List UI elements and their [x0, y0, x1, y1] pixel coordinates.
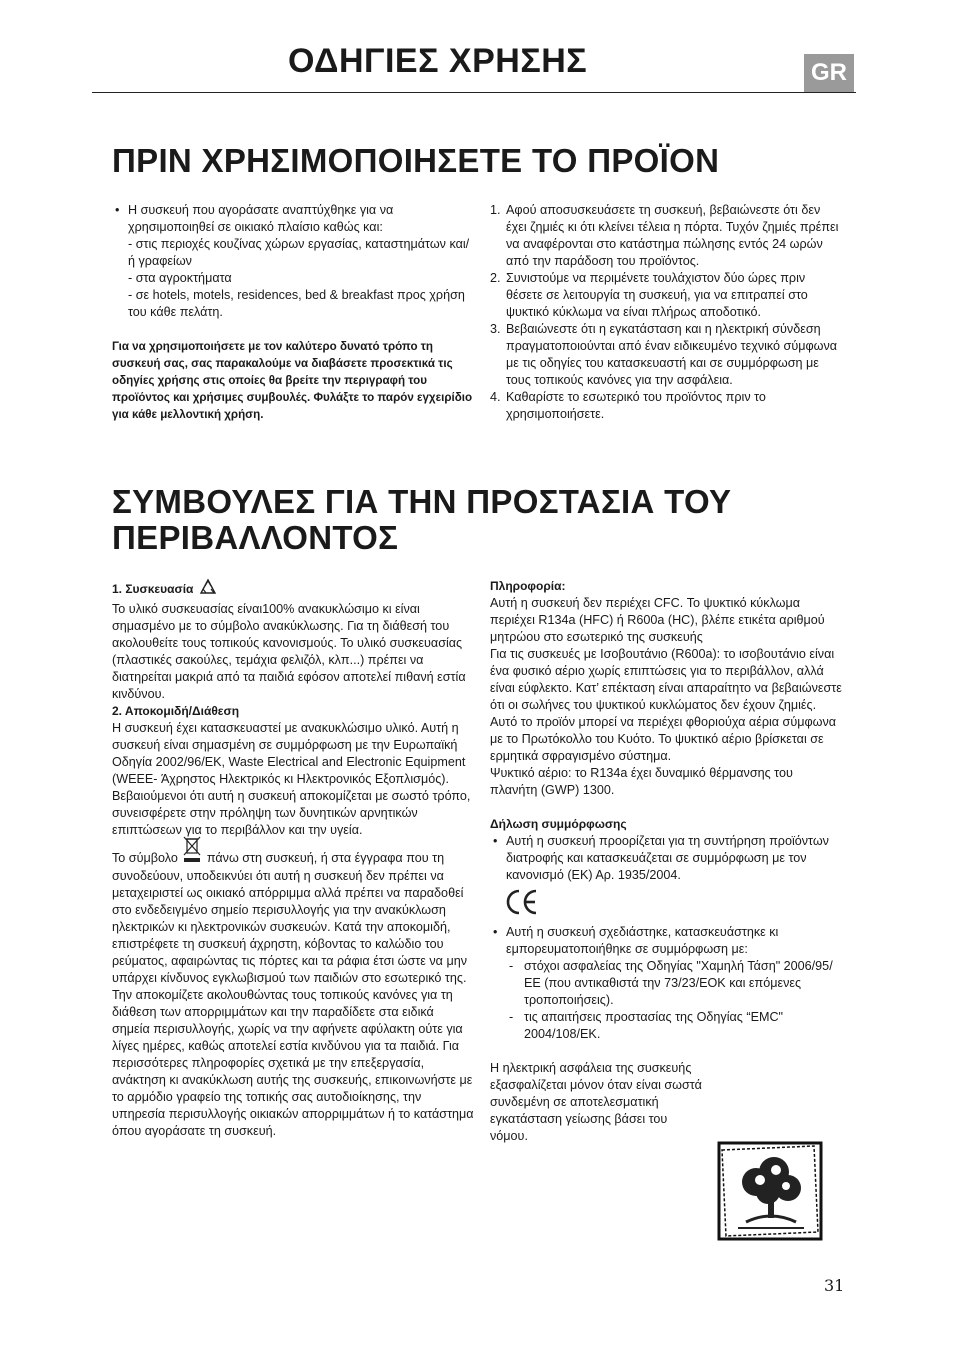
packaging-heading: 1. Συσκευασία — [112, 581, 194, 596]
section-title-before-use: ΠΡΙΝ ΧΡΗΣΙΜΟΠΟΙΗΣΕΤΕ ΤΟ ΠΡΟΪΟΝ — [112, 142, 720, 179]
ce-mark-icon — [490, 884, 842, 924]
section-title-line-2: ΠΕΡΙΒΑΛΛΟΝΤΟΣ — [112, 519, 399, 556]
step-item: 4. Καθαρίστε το εσωτερικό του προϊόντος πριν το χρησιμοποιήσετε. — [490, 390, 766, 421]
disposal-heading: 2. Αποκομιδή/Διάθεση — [112, 704, 240, 718]
before-use-right-column — [490, 202, 842, 423]
usage-context-list — [112, 202, 474, 321]
step-item: 2. Συνιστούμε να περιμένετε τουλάχιστον δύο ώρες πριν θέσετε σε λειτουργία τη συσκευή, για να επιτραπεί στο ψυκτικό κύκλωμα να είναι πλήρως αποδοτικό. — [490, 271, 808, 319]
usage-dash-3: - σε hotels, motels, residences, bed & breakfast προς χρήση του κάθε πελάτη. — [128, 288, 465, 319]
weee-paragraph — [112, 849, 474, 1140]
section-title-environment — [112, 484, 731, 556]
before-use-steps — [490, 202, 842, 423]
directive-low-voltage: - στόχοι ασφαλείας της Οδηγίας "Χαμηλή Τάση" 2006/95/ΕΕ (που αντικαθιστά την 73/23/ΕΟΚ και επόμενες τροποποιήσεις). — [506, 958, 842, 1009]
info-heading: Πληροφορία: — [490, 579, 566, 593]
usage-dash-1: - στις περιοχές κουζίνας χώρων εργασίας, καταστημάτων και/ή γραφείων — [128, 237, 470, 268]
environment-right-column — [490, 578, 842, 1145]
header-divider — [92, 92, 856, 93]
symbol-prefix: Το σύμβολο — [112, 850, 178, 865]
language-badge: GR — [804, 54, 854, 92]
conformity-item-2 — [490, 924, 842, 1043]
step-item: 1. Αφού αποσυσκευάσετε τη συσκευή, βεβαιώνεστε ότι δεν έχει ζημιές κι ότι κλείνει τέλεια η πόρτα. Τυχόν ζημιές πρέπει να αναφέρονται στο κατάστημα πώλησης εντός 24 ωρών από την παράδοση του προϊόντος. — [490, 203, 839, 268]
packaging-text: Το υλικό συσκευασίας είναι100% ανακυκλώσιμο κι είναι σημασμένο με το σύμβολο ανακύκλωσης. Για τη διάθεσή του ακολουθείτε τους τοπικούς κανονισμούς. Το υλικό συσκευασίας (πλαστικές σακούλες, τεμάχια φελιζόλ, κλπ...) πρέπει να διατηρείται μακριά από τα παιδιά εφόσον αποτελεί πιθανή εστία κινδύνου. — [112, 602, 466, 701]
symbol-text: πάνω στη συσκευή, ή στα έγγραφα που τη συνοδεύουν, υποδεικνύει ότι αυτή η συσκευή δεν πρέπει να μεταχειριστεί ως οικιακό απόρριμμα αλλά πρέπει να παραδοθεί στο ενδεδειγμένο σημείο περισυλλογής για την ανακύκλωση ηλεκτρικών κι ηλεκτρονικών συσκευών. Κατά την αποκομιδή, επιστρέφετε τη συσκευή άχρηστη, κόβοντας το καλώδιο του ρεύματος, αφαιρώντας τις πόρτες και τα ράφια έτσι ώστε να μην υπάρχει κίνδυνος εγκλωβισμού των παιδιών στο εσωτερικό της. Την αποκομίζετε ακολουθώντας τους τοπικούς κανόνες για τη διάθεση των απορριμμάτων και την παραδίδετε στα ειδικά σημεία περισυλλογής, χωρίς να την αφήνετε αφύλακτη ούτε για λίγες ημέρες, καθώς αποτελεί εστία κινδύνου για τα παιδιά. Για περισσότερες πληροφορίες σχετικά με την επεξεργασία, ανάκτηση κι ανακύκλωση αυτής της συσκευής, επικοινωνήστε με το αρμόδιο γραφείο της τοπικής σας αυτοδιοίκησης, την υπηρεσία περισυλλογής οικιακών απορριμμάτων ή το κατάστημα όπου αγοράσατε τη συσκευή. — [112, 850, 474, 1138]
before-use-left-column — [112, 202, 474, 423]
conformity-item-1: • Αυτή η συσκευή προορίζεται για τη συντήρηση προϊόντων διατροφής και κατασκευάζεται σε συμμόρφωση με τον κανονισμό (ΕΚ) Αρ. 1935/2004. — [490, 833, 842, 884]
packaging-heading-row — [112, 578, 474, 601]
conformity-heading: Δήλωση συμμόρφωσης — [490, 817, 627, 831]
info-text: Αυτή η συσκευή δεν περιέχει CFC. Το ψυκτικό κύκλωμα περιέχει R134a (HFC) ή R600a (HC), βλέπε ετικέτα αριθμού μητρώου στο εσωτερικό της συσκευής Για τις συσκευές με Ισοβουτάνιο (R600a): το ισοβουτάνιο είναι ένα φυσικό αέριο χωρίς επιπτώσεις για το περιβάλλον, αλλά είναι εύφλεκτο. Κατ’ επέκταση είναι απαραίτητο να βεβαιώνεστε ότι οι σωλήνες του ψυκτικού κυκλώματος δεν έχουν ζημιές. Αυτό το προϊόν μπορεί να περιέχει φθοριούχα αέρια σύμφωνα με το Πρωτόκολλο του Κυότο. Το ψυκτικό αέριο βρίσκεται σε ερμητικά σφραγισμένο σύστημα. Ψυκτικό αέριο: το R134a έχει δυναμικό θέρμανσης του πλανήτη (GWP) 1300. — [490, 596, 842, 797]
directive-emc: - τις απαιτήσεις προστασίας της Οδηγίας “EMC" 2004/108/ΕΚ. — [506, 1009, 842, 1043]
eco-tree-stamp-icon — [716, 1140, 824, 1242]
read-instructions-notice: Για να χρησιμοποιήσετε με τον καλύτερο δυνατό τρόπο τη συσκευή σας, σας παρακαλούμε να διαβάσετε προσεκτικά τις οδηγίες χρήσης στις οποίες θα βρείτε την περιγραφή του προϊόντος και χρήσιμες συμβουλές. Φυλάξτε το παρόν εγχειρίδιο για κάθε μελλοντική χρήση. — [112, 340, 473, 421]
usage-context-item — [112, 202, 474, 321]
recycle-icon — [197, 578, 219, 601]
directives-list — [506, 958, 842, 1043]
usage-intro: Η συσκευή που αγοράσατε αναπτύχθηκε για να χρησιμοποιηθεί σε οικιακό πλαίσιο καθώς και: — [128, 203, 394, 234]
document-title: ΟΔΗΓΙΕΣ ΧΡΗΣΗΣ — [288, 42, 588, 80]
disposal-text: Η συσκευή έχει κατασκευαστεί με ανακυκλώσιμο υλικό. Αυτή η συσκευή είναι σημασμένη σε συμμόρφωση με την Ευρωπαϊκή Οδηγία 2002/96/ΕΚ, Waste Electrical and Electronic Equipment (WEEE- Άχρηστος Ηλεκτρικός κι Ηλεκτρονικός Εξοπλισμός). Βεβαιούμενοι ότι αυτή η συσκευή αποκομίζεται με σωστό τρόπο, συνεισφέρετε στην πρόληψη των δυνητικών αρνητικών επιπτώσεων για το περιβάλλον και την υγεία. — [112, 721, 471, 837]
usage-dash-2: - στα αγροκτήματα — [128, 271, 232, 285]
weee-bin-icon — [181, 835, 203, 868]
environment-left-column — [112, 578, 474, 1140]
electrical-safety-text: Η ηλεκτρική ασφάλεια της συσκευής εξασφαλίζεται μόνον όταν είναι σωστά συνδεμένη σε αποτελεσματική εγκατάσταση γείωσης βάσει του νόμου. — [490, 1061, 702, 1143]
conformity-list-1 — [490, 833, 842, 884]
conformity-item-2-text: Αυτή η συσκευή σχεδιάστηκε, κατασκευάστηκε κι εμπορευματοποιήθηκε σε συμμόρφωση με: — [506, 925, 779, 956]
section-title-line-1: ΣΥΜΒΟΥΛΕΣ ΓΙΑ ΤΗΝ ΠΡΟΣΤΑΣΙΑ ΤΟΥ — [112, 483, 732, 520]
step-item: 3. Βεβαιώνεστε ότι η εγκατάσταση και η ηλεκτρική σύνδεση πραγματοποιούνται από έναν ειδικευμένο τεχνικό σύμφωνα με τις οδηγίες του κατασκευαστή και σε συμμόρφωση με τους τοπικούς κανόνες για την ασφάλεια. — [490, 322, 838, 387]
page-number: 31 — [824, 1276, 845, 1295]
conformity-list-2 — [490, 924, 842, 1043]
